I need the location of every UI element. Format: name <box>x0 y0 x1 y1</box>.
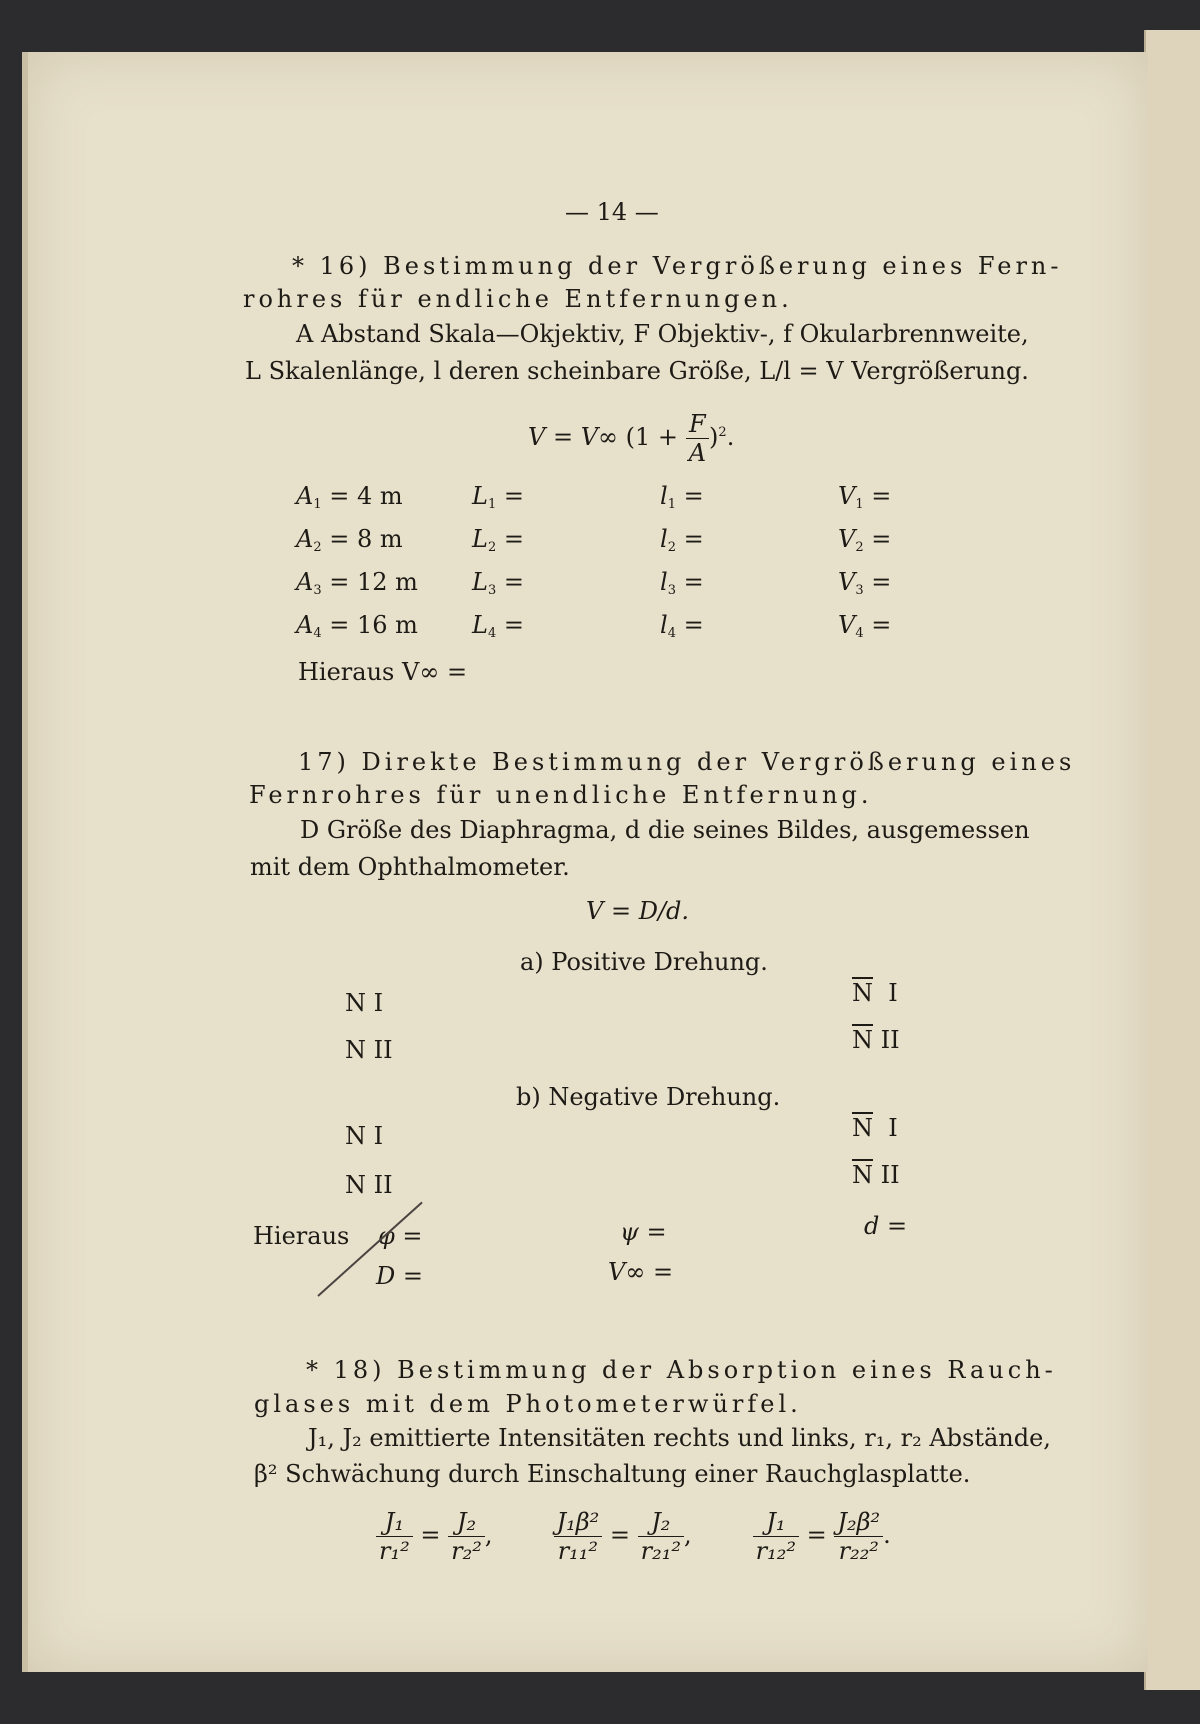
s17-a-nbar1 <box>852 979 898 1007</box>
row-l-index: 3 <box>667 583 676 598</box>
table-row-l <box>660 525 704 555</box>
row-index: 4 <box>313 626 322 641</box>
formula-close: ) <box>709 423 719 451</box>
row-l-eq: = <box>683 568 704 596</box>
frac-3 <box>554 1508 603 1565</box>
eq-3: = <box>806 1521 827 1549</box>
frac-6-den: r₂₂² <box>838 1537 879 1565</box>
comma-1: , <box>484 1521 493 1549</box>
row-l-index: 1 <box>667 497 676 512</box>
s16-title-line2: rohres für endliche Entfernungen. <box>243 285 793 313</box>
frac-2-num: J₂ <box>448 1508 485 1537</box>
s17-phi: φ = <box>378 1222 423 1250</box>
row-a-symbol: A <box>296 525 314 553</box>
table-row-L <box>472 482 524 512</box>
table-row-l <box>660 568 704 598</box>
s17-desc-line1: D Größe des Diaphragma, d die seines Bildes, ausgemessen <box>300 816 1030 844</box>
table-row-L <box>472 568 524 598</box>
row-a-value: = 4 m <box>329 482 403 510</box>
s17-b-nbar1 <box>852 1114 898 1142</box>
next-page-edge <box>1144 30 1200 1690</box>
row-L-eq: = <box>503 482 524 510</box>
row-V: V <box>838 568 856 596</box>
frac-4 <box>638 1508 684 1565</box>
n-bar-roman: II <box>880 1161 900 1189</box>
n-bar-roman: I <box>888 979 898 1007</box>
row-a-symbol: A <box>296 568 314 596</box>
row-V: V <box>838 482 856 510</box>
comma-2: , <box>683 1521 692 1549</box>
row-V-eq: = <box>871 611 892 639</box>
row-l: l <box>660 611 668 639</box>
frac-4-den: r₂₁² <box>640 1537 681 1565</box>
formula-open: (1 + <box>625 423 679 451</box>
s17-Vinf: V∞ = <box>608 1258 674 1286</box>
s18-title-line1: * 18) Bestimmung der Absorption eines Rauch- <box>306 1356 1057 1384</box>
frac-1 <box>376 1508 413 1565</box>
formula-end: . <box>726 423 735 451</box>
n-bar-roman: II <box>880 1026 900 1054</box>
s17-a-heading: a) Positive Drehung. <box>520 948 768 976</box>
row-a-symbol: A <box>296 611 314 639</box>
s17-D: D = <box>376 1262 423 1290</box>
n-bar: $\overline{N}$ <box>852 1161 873 1189</box>
row-L: L <box>472 568 488 596</box>
eq-1: = <box>420 1521 441 1549</box>
s17-title-line2: Fernrohres für unendliche Entfernung. <box>249 781 873 809</box>
formula-den: A <box>688 439 707 467</box>
n-bar: $\overline{N}$ <box>852 1114 873 1142</box>
row-V: V <box>838 525 856 553</box>
frac-5-den: r₁₂² <box>755 1537 796 1565</box>
period: . <box>883 1521 891 1549</box>
eq-2: = <box>609 1521 630 1549</box>
frac-1-num: J₁ <box>376 1508 413 1537</box>
row-l: l <box>660 482 668 510</box>
row-l-index: 2 <box>667 540 676 555</box>
row-V-index: 4 <box>855 626 864 641</box>
formula-lhs: V = V∞ <box>528 423 619 451</box>
s16-title-line1: * 16) Bestimmung der Vergrößerung eines Fern- <box>292 252 1063 280</box>
frac-3-num: J₁β² <box>554 1508 603 1537</box>
page-number: — 14 — <box>565 198 659 226</box>
s17-b-nbar2 <box>852 1161 900 1189</box>
row-a-value: = 16 m <box>329 611 418 639</box>
table-row <box>296 568 418 598</box>
row-V-index: 3 <box>855 583 864 598</box>
frac-2 <box>448 1508 485 1565</box>
s18-title-line2: glases mit dem Photometerwürfel. <box>254 1390 802 1418</box>
table-row-V <box>838 525 891 555</box>
s17-b-heading: b) Negative Drehung. <box>516 1083 781 1111</box>
s16-formula <box>528 410 734 467</box>
row-L: L <box>472 525 488 553</box>
s17-b-n1: N I <box>345 1122 384 1150</box>
row-l: l <box>660 525 668 553</box>
s16-hieraus: Hieraus V∞ = <box>298 658 468 686</box>
s16-desc-line2: L Skalenlänge, l deren scheinbare Größe, L/l = V Vergrößerung. <box>245 357 1029 385</box>
formula-num: F <box>686 410 709 439</box>
s17-desc-line2: mit dem Ophthalmometer. <box>250 853 570 881</box>
frac-5-num: J₁ <box>753 1508 799 1537</box>
table-row-l <box>660 482 704 512</box>
n-bar: $\overline{N}$ <box>852 979 873 1007</box>
s17-formula: V = D/d. <box>586 897 690 925</box>
s17-title-line1: 17) Direkte Bestimmung der Vergrößerung eines <box>298 748 1076 776</box>
s18-desc-line1: J₁, J₂ emittierte Intensitäten rechts und links, r₁, r₂ Abstände, <box>308 1424 1051 1452</box>
row-L-eq: = <box>503 611 524 639</box>
formula-exp: 2 <box>718 425 727 440</box>
table-row-L <box>472 611 524 641</box>
row-V-eq: = <box>871 525 892 553</box>
row-L-eq: = <box>503 568 524 596</box>
row-l-eq: = <box>683 482 704 510</box>
row-a-value: = 8 m <box>329 525 403 553</box>
row-V-eq: = <box>871 568 892 596</box>
s17-a-nbar2 <box>852 1026 900 1054</box>
s17-b-n2: N II <box>345 1171 393 1199</box>
frac-5 <box>753 1508 799 1565</box>
n-bar-roman: I <box>888 1114 898 1142</box>
row-a-value: = 12 m <box>329 568 418 596</box>
row-l-eq: = <box>683 611 704 639</box>
s17-a-n1: N I <box>345 989 384 1017</box>
s16-desc-line1: A Abstand Skala—Okjektiv, F Objektiv-, f Okularbrennweite, <box>296 320 1029 348</box>
s17-d: d = <box>864 1212 908 1240</box>
s18-formula <box>376 1508 891 1565</box>
table-row-l <box>660 611 704 641</box>
table-row <box>296 525 403 555</box>
row-V-index: 2 <box>855 540 864 555</box>
n-bar: $\overline{N}$ <box>852 1026 873 1054</box>
frac-3-den: r₁₁² <box>557 1537 599 1565</box>
frac-4-num: J₂ <box>638 1508 684 1537</box>
row-l-eq: = <box>683 525 704 553</box>
frac-1-den: r₁² <box>379 1537 410 1565</box>
row-L: L <box>472 482 488 510</box>
table-row-V <box>838 568 891 598</box>
table-row-V <box>838 482 891 512</box>
formula-fraction <box>686 410 709 467</box>
row-L-eq: = <box>503 525 524 553</box>
s17-psi: ψ = <box>620 1218 667 1246</box>
row-L-index: 4 <box>487 626 497 641</box>
row-a-symbol: A <box>296 482 314 510</box>
frac-2-den: r₂² <box>451 1537 482 1565</box>
frac-6-num: J₂β² <box>834 1508 883 1537</box>
row-l-index: 4 <box>667 626 676 641</box>
row-V-index: 1 <box>855 497 864 512</box>
table-row-L <box>472 525 524 555</box>
row-index: 1 <box>313 497 322 512</box>
row-L: L <box>472 611 488 639</box>
s17-hieraus: Hieraus <box>253 1222 350 1250</box>
row-V-eq: = <box>871 482 892 510</box>
row-l: l <box>660 568 668 596</box>
row-L-index: 2 <box>487 540 497 555</box>
row-V: V <box>838 611 856 639</box>
s18-desc-line2: β² Schwächung durch Einschaltung einer Rauchglasplatte. <box>254 1460 971 1488</box>
row-index: 3 <box>313 583 322 598</box>
table-row <box>296 482 403 512</box>
table-row-V <box>838 611 891 641</box>
frac-6 <box>834 1508 883 1565</box>
s17-a-n2: N II <box>345 1036 393 1064</box>
row-index: 2 <box>313 540 322 555</box>
table-row <box>296 611 418 641</box>
row-L-index: 3 <box>487 583 497 598</box>
row-L-index: 1 <box>487 497 497 512</box>
